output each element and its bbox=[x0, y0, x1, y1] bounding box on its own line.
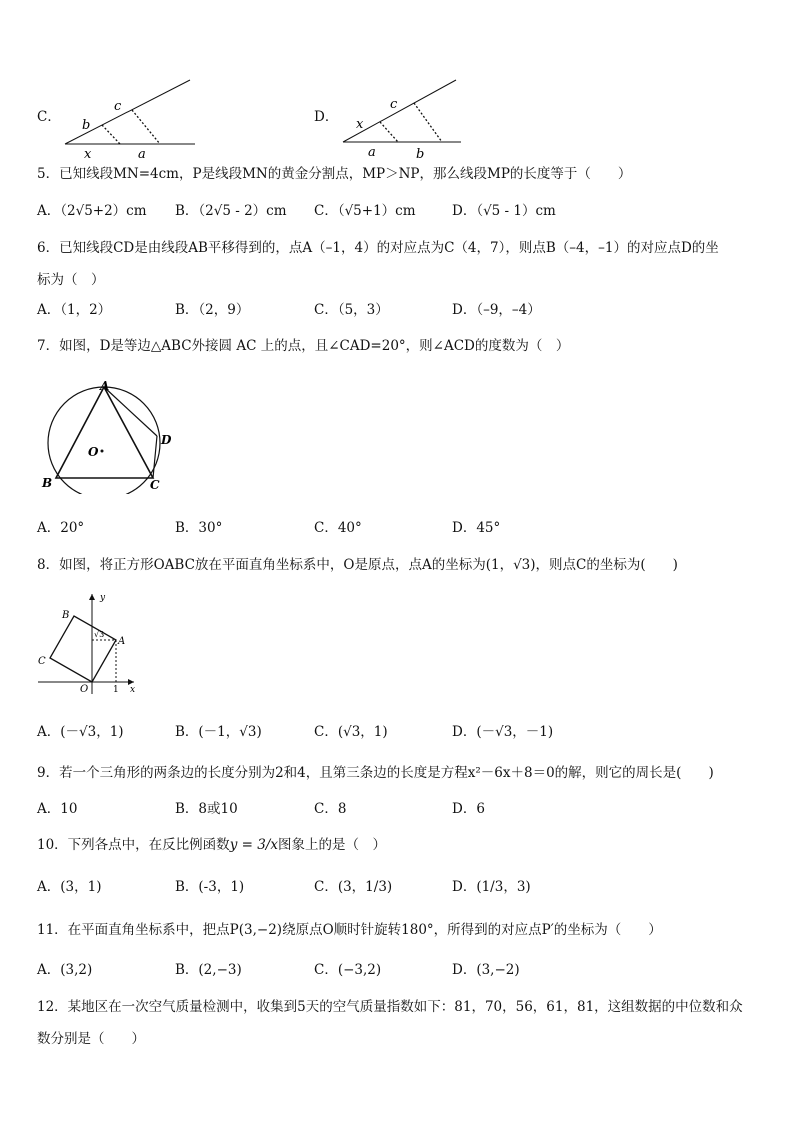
question-8-text: 8．如图，将正方形OABC放在平面直角坐标系中，O是原点，点A的坐标为(1，√3)，则点C的坐标为( ) bbox=[37, 557, 678, 573]
q5-option-c: C．（√5+1）cm bbox=[314, 203, 416, 219]
q9-option-d: D．6 bbox=[452, 801, 485, 817]
question-11-text: 11．在平面直角坐标系中，把点P(3,−2)绕原点O顺时针旋转180°，所得到的对应点P′的坐标为（ ） bbox=[37, 922, 662, 938]
label-sqrt3: √3 bbox=[94, 630, 105, 639]
q5-option-a: A．（2√5+2）cm bbox=[37, 203, 147, 219]
q6-option-c: C．（5，3） bbox=[314, 302, 389, 318]
q10-option-d: D．(1/3，3) bbox=[452, 879, 531, 895]
label-O: O bbox=[88, 445, 99, 459]
question-6-line1: 6．已知线段CD是由线段AB平移得到的，点A（–1，4）的对应点为C（4，7），则点B（–4，–1）的对应点D的坐 bbox=[37, 240, 719, 256]
label-A: A bbox=[100, 379, 110, 393]
label-c: c bbox=[114, 99, 122, 114]
question-9-text: 9．若一个三角形的两条边的长度分别为2和4，且第三条边的长度是方程x²－6x＋8＝0的解，则它的周长是( ) bbox=[37, 765, 714, 781]
q6-option-a: A．（1，2） bbox=[37, 302, 112, 318]
question-10-text bbox=[37, 835, 386, 855]
q6-option-d: D．（–9，–4） bbox=[452, 302, 541, 318]
label-x: x bbox=[84, 147, 92, 160]
question-5-text: 5．已知线段MN=4cm，P是线段MN的黄金分割点，MP＞NP，那么线段MP的长度等于（ ） bbox=[37, 166, 632, 182]
label-b: b bbox=[82, 118, 91, 133]
option-d-label: D． bbox=[314, 109, 339, 125]
label-a: a bbox=[368, 145, 376, 160]
q10-function: y = 3/x bbox=[229, 837, 278, 853]
q8-option-c: C．(√3，1) bbox=[314, 724, 388, 740]
q5-option-b: B．（2√5 - 2）cm bbox=[175, 203, 287, 219]
q7-option-d: D．45° bbox=[452, 520, 501, 536]
coordinate-square-figure bbox=[36, 590, 146, 698]
q9-option-b: B．8或10 bbox=[175, 801, 238, 817]
label-c: c bbox=[390, 97, 398, 112]
segment-figure-d bbox=[338, 78, 478, 160]
label-D: D bbox=[161, 433, 172, 447]
q11-option-d: D．(3,−2) bbox=[452, 962, 520, 978]
label-x: x bbox=[356, 117, 364, 132]
question-12-line2: 数分别是（ ） bbox=[37, 1031, 145, 1047]
q7-option-a: A．20° bbox=[37, 520, 85, 536]
question-12-line1: 12．某地区在一次空气质量检测中，收集到5天的空气质量指数如下：81，70，56，61，81，这组数据的中位数和众 bbox=[37, 999, 743, 1015]
q8-option-a: A．(－√3，1) bbox=[37, 724, 124, 740]
q7-option-b: B．30° bbox=[175, 520, 223, 536]
q10-text-before: 10．下列各点中，在反比例函数 bbox=[37, 837, 230, 853]
label-C: C bbox=[38, 656, 46, 667]
q8-option-b: B．(－1，√3) bbox=[175, 724, 262, 740]
question-7-text: 7．如图，D是等边△ABC外接圆 AC 上的点，且∠CAD=20°，则∠ACD的度数为（ ） bbox=[37, 338, 570, 354]
label-b: b bbox=[416, 147, 425, 160]
q11-option-a: A．(3,2) bbox=[37, 962, 93, 978]
label-one: 1 bbox=[113, 685, 119, 695]
q11-option-b: B．(2,−3) bbox=[175, 962, 242, 978]
circle-triangle-figure bbox=[36, 376, 176, 494]
q11-option-c: C．(−3,2) bbox=[314, 962, 382, 978]
q10-option-c: C．(3，1/3) bbox=[314, 879, 393, 895]
question-6-line2: 标为（ ） bbox=[37, 272, 105, 288]
label-B: B bbox=[42, 476, 53, 490]
q9-option-a: A．10 bbox=[37, 801, 78, 817]
segment-figure-c bbox=[60, 78, 200, 160]
label-a: a bbox=[138, 147, 146, 160]
option-c-label: C． bbox=[37, 109, 61, 125]
q6-option-b: B．（2，9） bbox=[175, 302, 250, 318]
label-A: A bbox=[118, 636, 126, 647]
q7-option-c: C．40° bbox=[314, 520, 362, 536]
label-O: O bbox=[80, 684, 89, 695]
q9-option-c: C．8 bbox=[314, 801, 347, 817]
label-C: C bbox=[150, 478, 160, 492]
label-B: B bbox=[62, 610, 70, 621]
q10-option-a: A．(3，1) bbox=[37, 879, 102, 895]
label-y: y bbox=[100, 593, 106, 603]
q5-option-d: D．（√5 - 1）cm bbox=[452, 203, 556, 219]
q10-option-b: B．(-3，1) bbox=[175, 879, 245, 895]
label-x: x bbox=[130, 685, 136, 695]
q8-option-d: D．(－√3，－1) bbox=[452, 724, 554, 740]
q10-text-after: 图象上的是（ ） bbox=[277, 837, 386, 853]
